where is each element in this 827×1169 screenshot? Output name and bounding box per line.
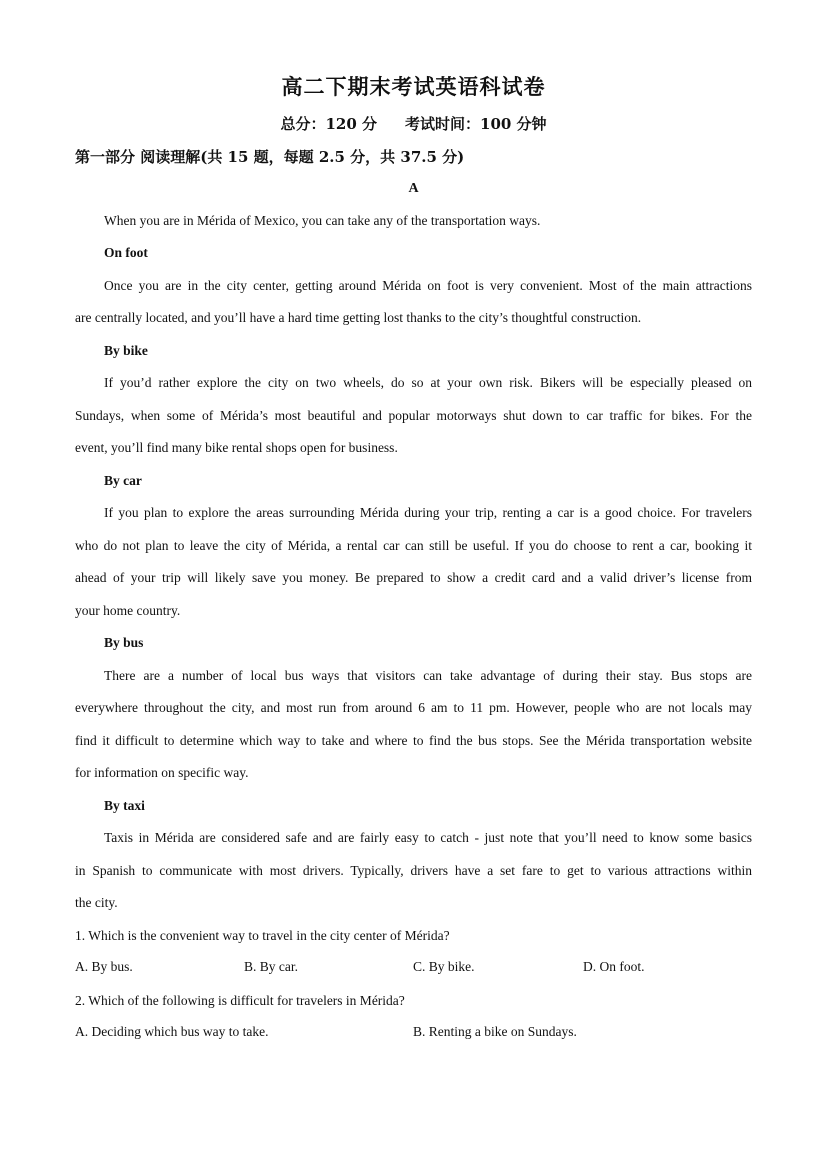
paragraph-line: the city. [75, 895, 118, 910]
question-1-stem: 1. Which is the convenient way to travel in the city center of Mérida? [75, 928, 450, 943]
heading-by-bus: By bus [104, 635, 144, 650]
heading-on-foot: On foot [104, 245, 148, 260]
paragraph-line: ahead of your trip will likely save you money. Be prepared to show a credit card and a valid driver’s license from [75, 570, 752, 585]
section-title: 第一部分 阅读理解(共 15 题，每题 2.5 分，共 37.5 分) [75, 148, 465, 166]
paragraph-line: If you’d rather explore the city on two wheels, do so at your own risk. Bikers will be especially pleased on [104, 375, 752, 390]
exam-title: 高二下期末考试英语科试卷 [281, 74, 546, 99]
paragraph-line: event, you’ll find many bike rental shops open for business. [75, 440, 398, 455]
question-2-stem: 2. Which of the following is difficult for travelers in Mérida? [75, 993, 405, 1008]
question-2-option-a: A. Deciding which bus way to take. [75, 1024, 269, 1039]
question-1-option-b: B. By car. [244, 959, 298, 974]
paragraph-line: Taxis in Mérida are considered safe and are fairly easy to catch - just note that you’ll need to know some basics [104, 830, 752, 845]
paragraph-line: There are a number of local bus ways that visitors can take advantage of during their stay. Bus stops are [104, 668, 752, 683]
paragraph-line: your home country. [75, 603, 181, 618]
total-score: 总分：120 分 [280, 115, 377, 133]
question-2-option-b: B. Renting a bike on Sundays. [413, 1024, 577, 1039]
paragraph-line: Once you are in the city center, getting around Mérida on foot is very convenient. Most of the main attractions [104, 278, 752, 293]
question-1-option-d: D. On foot. [583, 959, 645, 974]
passage-label: A [408, 181, 419, 196]
paragraph-line: in Spanish to communicate with most drivers. Typically, drivers have a set fare to get to various attractions within [75, 863, 752, 878]
paragraph-line: everywhere throughout the city, and most run from around 6 am to 11 pm. However, people who are not locals may [75, 700, 752, 715]
exam-info [0, 113, 827, 134]
paragraph-line: Sundays, when some of Mérida’s most beautiful and popular motorways shut down to car traffic for bikes. For the [75, 408, 752, 423]
question-1-option-c: C. By bike. [413, 959, 475, 974]
paragraph-line: find it difficult to determine which way to take and where to find the bus stops. See the Mérida transportation website [75, 733, 752, 748]
paragraph-line: who do not plan to leave the city of Mérida, a rental car can still be useful. If you do choose to rent a car, booking it [75, 538, 752, 553]
paragraph-line: are centrally located, and you’ll have a hard time getting lost thanks to the city’s thoughtful construction. [75, 310, 642, 325]
passage-intro: When you are in Mérida of Mexico, you can take any of the transportation ways. [104, 213, 541, 228]
heading-by-bike: By bike [104, 343, 148, 358]
question-1-option-a: A. By bus. [75, 959, 133, 974]
heading-by-taxi: By taxi [104, 798, 145, 813]
heading-by-car: By car [104, 473, 142, 488]
paragraph-line: for information on specific way. [75, 765, 249, 780]
paragraph-line: If you plan to explore the areas surrounding Mérida during your trip, renting a car is a good choice. For travelers [104, 505, 752, 520]
exam-time: 考试时间：100 分钟 [405, 115, 547, 133]
